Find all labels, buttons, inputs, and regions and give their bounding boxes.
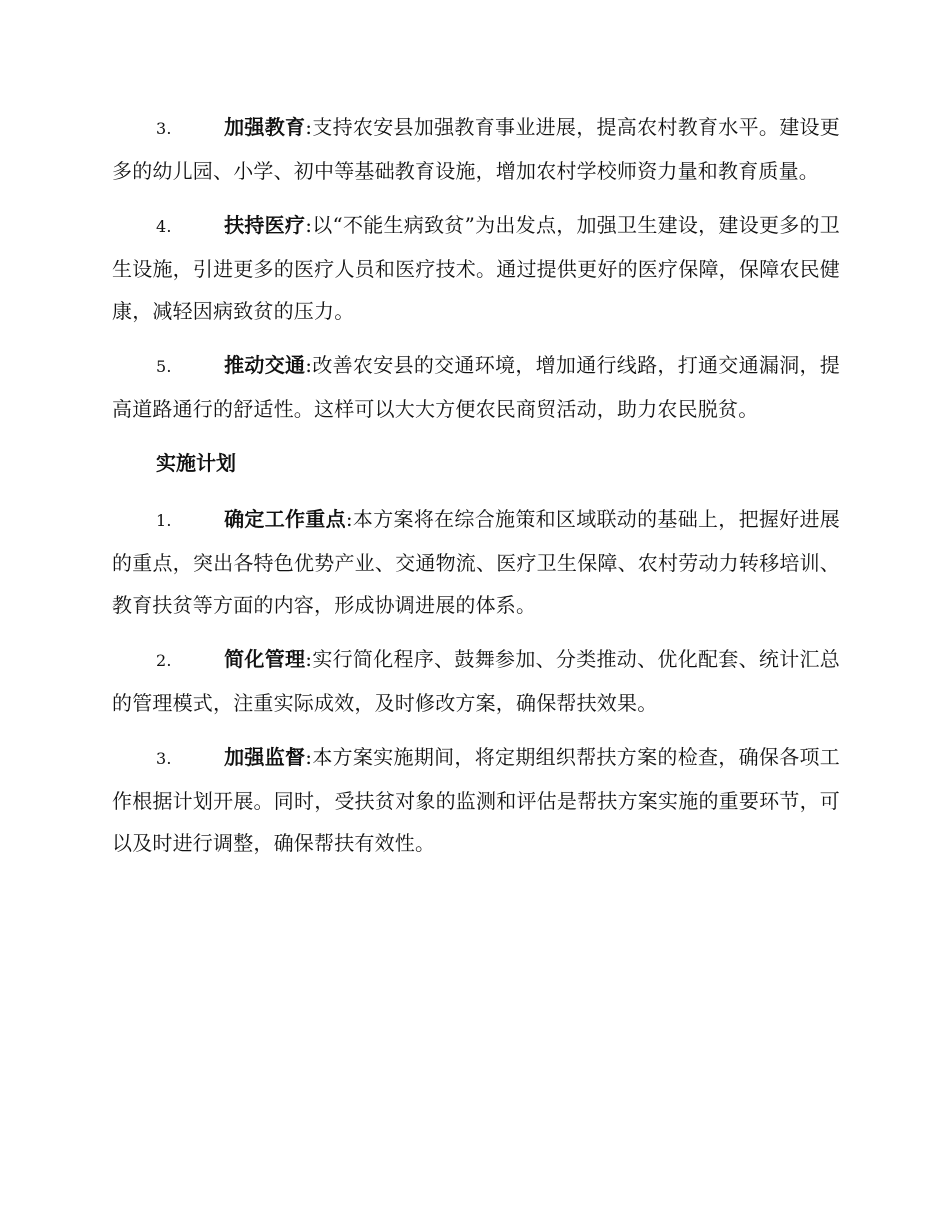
list-item [112, 736, 840, 864]
item-number: 1. [156, 511, 172, 530]
item-text: :本方案实施期间，将定期组织帮扶方案的检查，确保各项工作根据计划开展。同时，受扶贫对象的监测和评估是帮扶方案实施的重要环节，可以及时进行调整，确保帮扶有效性。 [112, 745, 840, 855]
item-number: 3. [156, 119, 172, 138]
item-text: :改善农安县的交通环境，增加通行线路，打通交通漏洞，提高道路通行的舒适性。这样可以大大方便农民商贸活动，助力农民脱贫。 [112, 353, 840, 421]
item-term: 加强教育 [224, 115, 306, 139]
list-item [112, 498, 840, 626]
item-term: 加强监督 [224, 745, 306, 769]
item-number: 4. [156, 217, 172, 236]
item-number: 2. [156, 651, 172, 670]
item-term: 简化管理 [224, 647, 306, 671]
list-item [112, 344, 840, 430]
item-number: 5. [156, 357, 172, 376]
item-text: :本方案将在综合施策和区域联动的基础上，把握好进展的重点，突出各特色优势产业、交通物流、医疗卫生保障、农村劳动力转移培训、教育扶贫等方面的内容，形成协调进展的体系。 [112, 507, 840, 617]
item-term: 推动交通 [224, 353, 306, 377]
item-text: :支持农安县加强教育事业进展，提高农村教育水平。建设更多的幼儿园、小学、初中等基础教育设施，增加农村学校师资力量和教育质量。 [112, 115, 840, 183]
item-term: 确定工作重点 [224, 507, 346, 531]
section-heading: 实施计划 [156, 451, 236, 475]
list-item [112, 106, 840, 192]
list-item [112, 204, 840, 332]
item-term: 扶持医疗 [224, 213, 306, 237]
item-text: :以“不能生病致贫”为出发点，加强卫生建设，建设更多的卫生设施，引进更多的医疗人员和医疗技术。通过提供更好的医疗保障，保障农民健康，减轻因病致贫的压力。 [112, 213, 840, 323]
item-number: 3. [156, 749, 172, 768]
item-text: :实行简化程序、鼓舞参加、分类推动、优化配套、统计汇总的管理模式，注重实际成效，及时修改方案，确保帮扶效果。 [112, 647, 840, 715]
list-item [112, 638, 840, 724]
document-page [112, 106, 840, 876]
